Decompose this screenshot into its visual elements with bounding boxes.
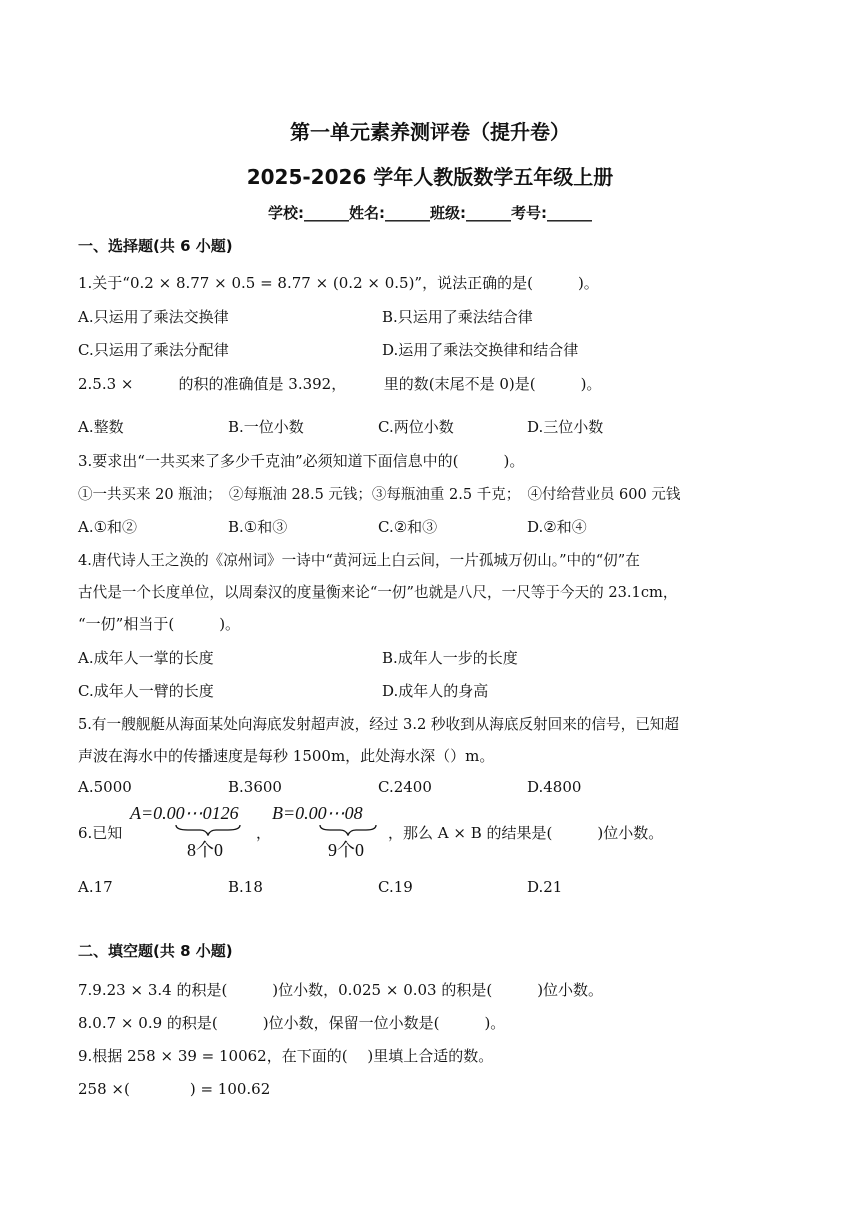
question-6-prefix: 6.已知 <box>78 824 123 842</box>
question-2-option-c: C.两位小数 <box>378 418 454 436</box>
brace-label-a: 8个0 <box>187 840 223 860</box>
question-5-line-1: 5.有一艘舰艇从海面某处向海底发射超声波，经过 3.2 秒收到从海底反射回来的信号，已知超 <box>78 716 679 733</box>
question-9-line-1: 9.根据 258 × 39 = 10062，在下面的( )里填上合适的数。 <box>78 1047 494 1065</box>
question-3-option-a: A.①和② <box>78 518 138 536</box>
question-6-option-c: C.19 <box>378 878 413 896</box>
question-4-option-a: A.成年人一掌的长度 <box>78 649 214 667</box>
question-3-option-d: D.②和④ <box>527 518 587 536</box>
question-6-expression-a <box>130 803 252 862</box>
question-5-line-2: 声波在海水中的传播速度是每秒 1500m，此处海水深（）m。 <box>78 747 495 765</box>
question-4-option-c: C.成年人一臂的长度 <box>78 682 214 700</box>
question-6-option-b: B.18 <box>228 878 263 896</box>
question-3-option-b: B.①和③ <box>228 518 288 536</box>
question-1-option-d: D.运用了乘法交换律和结合律 <box>382 341 579 359</box>
question-5-option-b: B.3600 <box>228 778 282 796</box>
page-subtitle: 2025-2026 学年人教版数学五年级上册 <box>246 165 614 189</box>
section-heading-choice: 一、选择题(共 6 小题) <box>78 237 233 255</box>
question-1-option-a: A.只运用了乘法交换律 <box>78 308 229 326</box>
question-6-option-d: D.21 <box>527 878 563 896</box>
brace-label-b: 9个0 <box>328 840 364 860</box>
section-heading-fill-in: 二、填空题(共 8 小题) <box>78 942 233 960</box>
question-4-line-3: “一仞”相当于( )。 <box>78 615 241 633</box>
question-9-line-2: 258 ×( ) = 100.62 <box>78 1080 271 1098</box>
question-5-option-d: D.4800 <box>527 778 582 796</box>
student-info-line: 学校:______姓名:______班级:______考号:______ <box>268 204 592 222</box>
question-6-expression-b <box>272 803 384 862</box>
underbrace-icon <box>130 824 252 836</box>
question-5-option-a: A.5000 <box>78 778 132 796</box>
question-3-info: ①一共买来 20 瓶油； ②每瓶油 28.5 元钱；③每瓶油重 2.5 千克； ④付给营业员 600 元钱 <box>78 487 681 503</box>
question-4-line-2: 古代是一个长度单位，以周秦汉的度量衡来论“一仞”也就是八尺，一尺等于今天的 23.1cm， <box>78 584 678 601</box>
question-4-option-d: D.成年人的身高 <box>382 682 489 700</box>
question-1-option-c: C.只运用了乘法分配律 <box>78 341 229 359</box>
question-6-suffix: ，那么 A × B 的结果是( )位小数。 <box>388 824 664 842</box>
question-5-option-c: C.2400 <box>378 778 432 796</box>
question-7: 7.9.23 × 3.4 的积是( )位小数，0.025 × 0.03 的积是( )位小数。 <box>78 981 604 999</box>
question-2-stem: 2.5.3 × 的积的准确值是 3.392， 里的数(末尾不是 0)是( )。 <box>78 375 602 393</box>
expression-b-text: B=0.00⋯08 <box>272 803 363 823</box>
expression-a-text: A=0.00⋯0126 <box>130 803 239 823</box>
question-2-option-a: A.整数 <box>78 418 124 436</box>
question-3-option-c: C.②和③ <box>378 518 438 536</box>
question-1-option-b: B.只运用了乘法结合律 <box>382 308 533 326</box>
question-6-comma: ， <box>256 824 272 842</box>
question-3-stem: 3.要求出“一共买来了多少千克油”必须知道下面信息中的( )。 <box>78 452 525 470</box>
question-4-line-1: 4.唐代诗人王之涣的《凉州词》一诗中“黄河远上白云间，一片孤城万仞山。”中的“仞”在 <box>78 552 640 569</box>
question-2-option-b: B.一位小数 <box>228 418 304 436</box>
question-1-stem: 1.关于“0.2 × 8.77 × 0.5 = 8.77 × (0.2 × 0.5)”，说法正确的是( )。 <box>78 274 599 292</box>
page-title: 第一单元素养测评卷（提升卷） <box>290 120 570 144</box>
underbrace-icon <box>272 824 384 836</box>
question-2-option-d: D.三位小数 <box>527 418 604 436</box>
question-4-option-b: B.成年人一步的长度 <box>382 649 518 667</box>
question-6-option-a: A.17 <box>78 878 113 896</box>
question-8: 8.0.7 × 0.9 的积是( )位小数，保留一位小数是( )。 <box>78 1014 506 1032</box>
